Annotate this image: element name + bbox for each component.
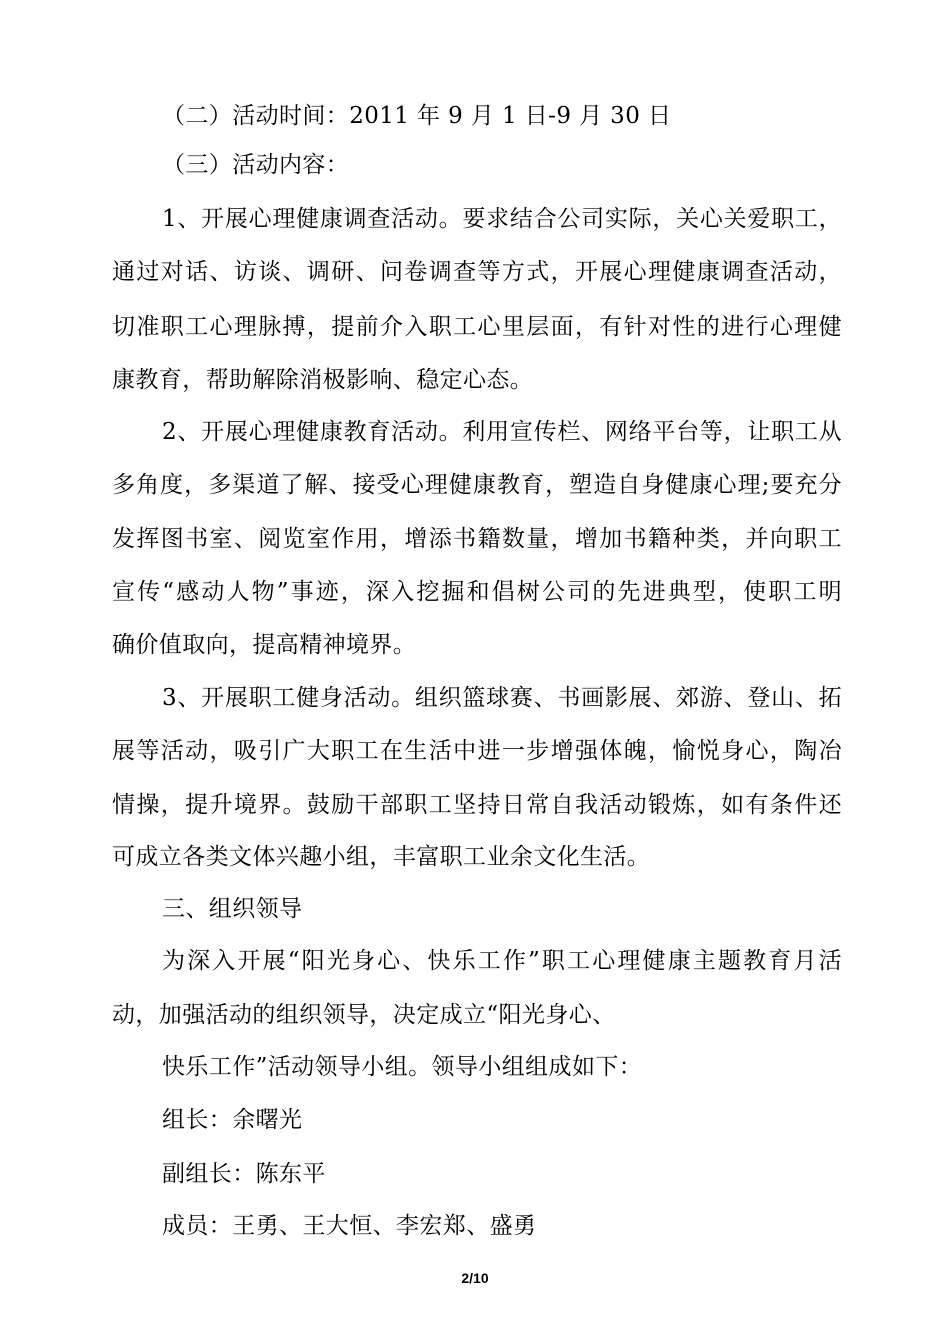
group-leader-line: 组长：余曙光 — [162, 1107, 303, 1133]
paragraph-1-line-1: 1、开展心理健康调查活动。要求结合公司实际，关心关爱职工， — [162, 206, 842, 232]
paragraph-3-line-2: 展等活动，吸引广大职工在生活中进一步增强体魄，愉悦身心，陶冶 — [112, 738, 842, 764]
paragraph-2-line-4: 宣传“感动人物”事迹，深入挖掘和倡树公司的先进典型，使职工明 — [112, 579, 842, 605]
activity-time-line: （二）活动时间：2011 年 9 月 1 日-9 月 30 日 — [162, 103, 672, 129]
section-heading-organization: 三、组织领导 — [162, 896, 303, 922]
deputy-leader-line: 副组长：陈东平 — [162, 1161, 326, 1187]
paragraph-3-line-4: 可成立各类文体兴趣小组，丰富职工业余文化生活。 — [112, 844, 651, 870]
paragraph-1-line-2: 通过对话、访谈、调研、问卷调查等方式，开展心理健康调查活动， — [112, 259, 842, 285]
paragraph-3-line-1: 3、开展职工健身活动。组织篮球赛、书画影展、郊游、登山、拓 — [162, 685, 842, 711]
paragraph-4-line-2: 动，加强活动的组织领导，决定成立“阳光身心、 — [112, 1002, 616, 1028]
activity-content-heading: （三）活动内容： — [162, 152, 350, 178]
paragraph-4-line-3: 快乐工作”活动领导小组。领导小组组成如下： — [162, 1054, 643, 1080]
paragraph-2-line-1: 2、开展心理健康教育活动。利用宣传栏、网络平台等，让职工从 — [162, 419, 842, 445]
members-line: 成员：王勇、王大恒、李宏郑、盛勇 — [162, 1213, 537, 1239]
paragraph-1-line-4: 康教育，帮助解除消极影响、稳定心态。 — [112, 367, 534, 393]
paragraph-4-line-1: 为深入开展“阳光身心、快乐工作”职工心理健康主题教育月活 — [162, 948, 842, 974]
paragraph-3-line-3: 情操，提升境界。鼓励干部职工坚持日常自我活动锻炼，如有条件还 — [112, 792, 842, 818]
paragraph-2-line-5: 确价值取向，提高精神境界。 — [112, 632, 417, 658]
page-number: 2/10 — [461, 1270, 489, 1286]
paragraph-1-line-3: 切准职工心理脉搏，提前介入职工心里层面，有针对性的进行心理健 — [112, 314, 842, 340]
paragraph-2-line-2: 多角度，多渠道了解、接受心理健康教育，塑造自身健康心理;要充分 — [112, 472, 842, 498]
paragraph-2-line-3: 发挥图书室、阅览室作用，增添书籍数量，增加书籍种类，并向职工 — [112, 526, 842, 552]
